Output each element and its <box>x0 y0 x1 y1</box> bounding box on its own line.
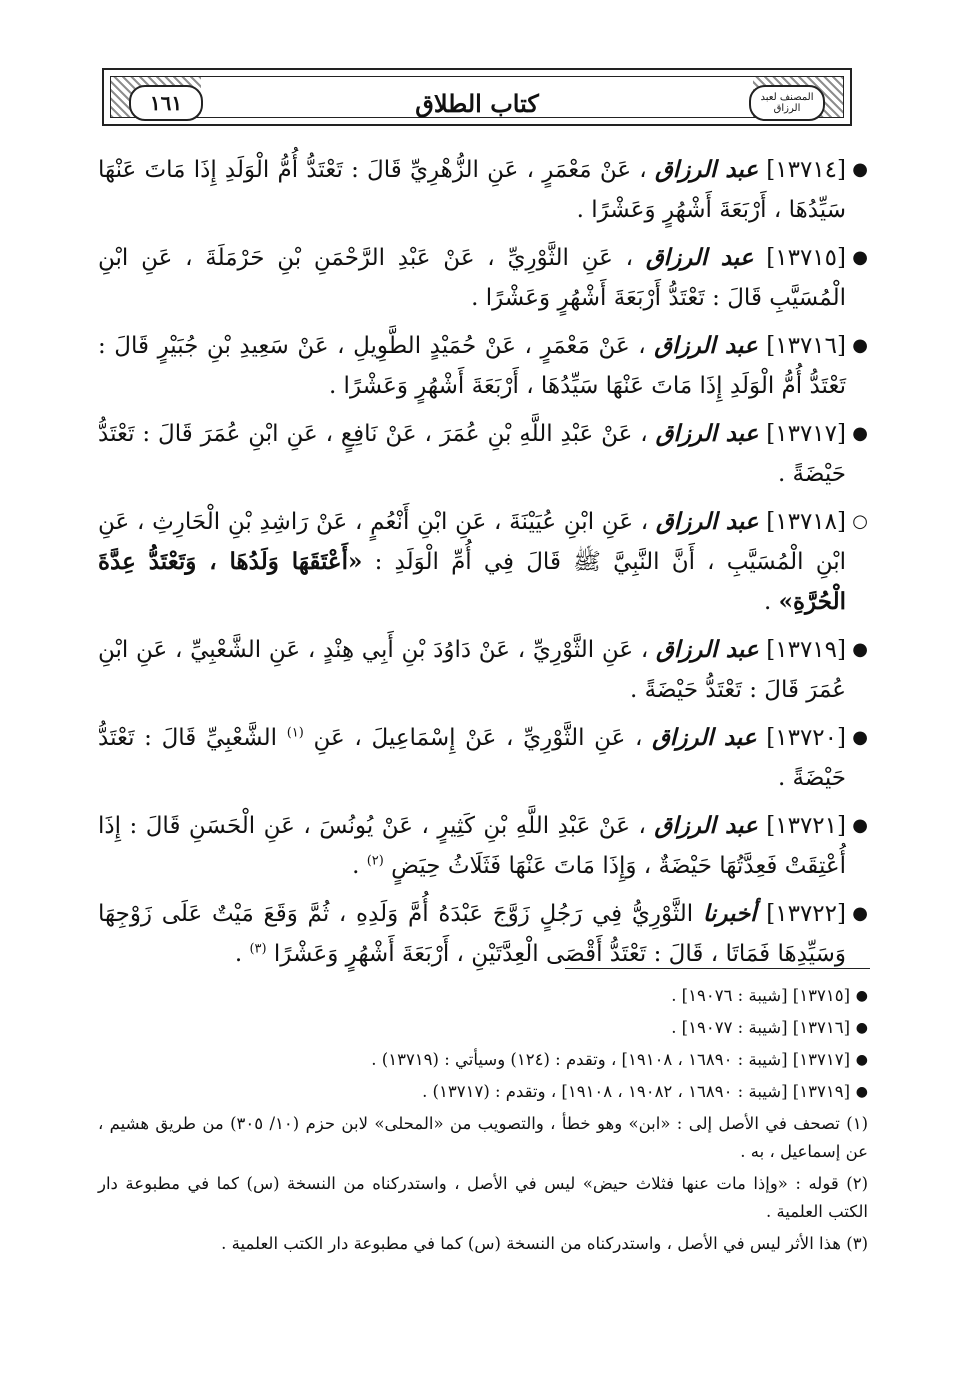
footnote-number: (٢) <box>846 1174 868 1193</box>
entry-13720 <box>98 718 868 798</box>
source-note-text: [١٣٧١٧] [شيبة : ١٦٨٩٠ ، ١٩١٠٨] ، وتقدم : (١٢٤) وسيأتي : (١٣٧١٩) . <box>371 1050 850 1069</box>
bullet-icon: ● <box>852 639 868 660</box>
entry-13718 <box>98 502 868 622</box>
entry-number: [١٣٧٢١] <box>766 813 846 839</box>
footnote-number: (١) <box>846 1114 868 1133</box>
entry-number: [١٣٧١٦] <box>766 333 846 359</box>
entry-text: ، عَنِ الثَّوْرِيِّ ، عَنْ عَبْدِ الرَّحْمَنِ بْنِ حَرْمَلَةَ ، عَنِ ابْنِ الْمُسَيَّبِ قَالَ : تَعْتَدُّ أَرْبَعَةَ أَشْهُرٍ وَعَشْرًا . <box>98 245 846 311</box>
source-note <box>98 1014 868 1042</box>
book-logo: المصنف لعبد الرزاق <box>749 85 825 121</box>
entry-13717 <box>98 414 868 494</box>
source-note <box>98 982 868 1010</box>
footnote-divider <box>565 968 870 969</box>
entry-number: [١٣٧١٩] <box>766 637 847 663</box>
entry-text: ، عَنِ الثَّوْرِيِّ ، عَنْ إِسْمَاعِيلَ ، عَنِ <box>313 725 643 751</box>
footnote-text: تصحف في الأصل إلى : «ابن» وهو خطأ ، والتصويب من «المحلى» لابن حزم (١٠/ ٣٠٥) من طريق هشيم ، عن إسماعيل ، به . <box>98 1114 868 1161</box>
bullet-icon: ● <box>852 423 868 444</box>
bullet-icon: ● <box>852 247 868 268</box>
entry-13721 <box>98 806 868 886</box>
bullet-icon: ● <box>855 1020 868 1036</box>
entry-text: الثَّوْرِيُّ فِي رَجُلٍ زَوَّجَ عَبْدَهُ أُمَّ وَلَدِهِ ، ثُمَّ وَقَعَ مَيْتٌ عَلَى زَوْجِهَا وَسَيِّدِهَا فَمَاتَا ، قَالَ : تَعْتَدُّ أَقْصَى الْعِدَّتَيْنِ ، أَرْبَعَةَ أَشْهُرٍ وَعَشْرًا <box>98 901 846 967</box>
header-frame <box>110 76 844 118</box>
hollow-bullet-icon: ○ <box>852 511 868 532</box>
page-number: ١٦١ <box>129 85 203 121</box>
bullet-icon: ● <box>852 903 868 924</box>
bullet-icon: ● <box>852 727 868 748</box>
entry-number: [١٣٧١٧] <box>766 421 847 447</box>
bullet-icon: ● <box>855 1084 868 1100</box>
footnote-ref[interactable]: (٣) <box>249 941 267 957</box>
hadith-quote: «أَعْتَقَهَا وَلَدُهَا ، وَتَعْتَدُّ عِدَّةَ الْحُرَّةِ» <box>98 548 846 615</box>
main-text <box>98 150 868 982</box>
entry-13716 <box>98 326 868 406</box>
source-note <box>98 1078 868 1106</box>
entry-number: [١٣٧٢٠] <box>766 725 846 751</box>
entry-number: [١٣٧١٤] <box>766 157 847 183</box>
footnote-1 <box>98 1110 868 1166</box>
entry-text: ، عَنْ مَعْمَرٍ ، عَنْ حُمَيْدٍ الطَّوِيلِ ، عَنْ سَعِيدِ بْنِ جُبَيْرٍ قَالَ : تَعْتَدُّ أُمُّ الْوَلَدِ إِذَا مَاتَ عَنْهَا سَيِّدُهَا ، أَرْبَعَةَ أَشْهُرٍ وَعَشْرًا . <box>98 333 846 399</box>
entry-source: عبد الرزاق <box>645 244 754 271</box>
entry-source: عبد الرزاق <box>655 420 759 447</box>
entry-text-continued: . <box>352 853 360 879</box>
entry-source: أخبرنا <box>702 900 757 927</box>
entry-source: عبد الرزاق <box>654 332 758 359</box>
entry-13719 <box>98 630 868 710</box>
entry-text: ، عَنْ مَعْمَرٍ ، عَنِ الزُّهْرِيِّ قَالَ : تَعْتَدُّ أُمُّ الْوَلَدِ إِذَا مَاتَ عَنْهَا سَيِّدُهَا ، أَرْبَعَةَ أَشْهُرٍ وَعَشْرًا . <box>98 157 846 223</box>
entry-tail: . <box>764 589 772 615</box>
entry-text: ، عَنِ ابْنِ عُيَيْنَةَ ، عَنِ ابْنِ أَنْعُمٍ ، عَنْ رَاشِدِ بْنِ الْحَارِثِ ، عَنِ ابْنِ الْمُسَيَّبِ ، أَنَّ النَّبِيَّ ﷺ قَالَ فِي أُمِّ الْوَلَدِ : <box>98 509 846 575</box>
entry-text: ، عَنْ عَبْدِ اللَّهِ بْنِ كَثِيرٍ ، عَنْ يُونُسَ ، عَنِ الْحَسَنِ قَالَ : إِذَا أُعْتِقَتْ فَعِدَّتُهَا حَيْضَةٌ ، وَإِذَا مَاتَ عَنْهَا فَثَلَاثُ حِيَضٍ <box>98 813 846 879</box>
entry-text: ، عَنِ الثَّوْرِيِّ ، عَنْ دَاوُدَ بْنِ أَبِي هِنْدٍ ، عَنِ الشَّعْبِيِّ ، عَنِ ابْنِ عُمَرَ قَالَ : تَعْتَدُّ حَيْضَةً . <box>98 637 846 703</box>
entry-13714 <box>98 150 868 230</box>
footnote-text: قوله : «وإذا مات عنها فثلاث حيض» ليس في الأصل ، واستدركناه من النسخة (س) كما في مطبوعة دار الكتب العلمية . <box>98 1174 868 1221</box>
bullet-icon: ● <box>852 335 868 356</box>
entry-number: [١٣٧١٨] <box>766 509 846 535</box>
entry-number: [١٣٧٢٢] <box>766 901 847 927</box>
entry-source: عبد الرزاق <box>654 812 758 839</box>
entry-source: عبد الرزاق <box>655 508 759 535</box>
footnote-ref[interactable]: (٢) <box>366 853 384 869</box>
bullet-icon: ● <box>855 1052 868 1068</box>
entry-source: عبد الرزاق <box>655 636 759 663</box>
footnote-3 <box>98 1230 868 1258</box>
page-header <box>102 68 852 126</box>
entry-number: [١٣٧١٥] <box>766 245 846 271</box>
footnotes-section <box>98 982 868 1262</box>
source-note-text: [١٣٧١٩] [شيبة : ١٦٨٩٠ ، ١٩٠٨٢ ، ١٩١٠٨] ، وتقدم : (١٣٧١٧) . <box>422 1082 850 1101</box>
entry-13722 <box>98 894 868 974</box>
bullet-icon: ● <box>852 159 868 180</box>
source-note-text: [١٣٧١٦] [شيبة : ١٩٠٧٧] . <box>671 1018 850 1037</box>
footnote-number: (٣) <box>846 1234 868 1253</box>
book-title: كتاب الطلاق <box>415 88 539 118</box>
source-note <box>98 1046 868 1074</box>
source-note-text: [١٣٧١٥] [شيبة : ١٩٠٧٦] . <box>671 986 850 1005</box>
footnote-2 <box>98 1170 868 1226</box>
footnote-ref[interactable]: (١) <box>286 725 304 741</box>
entry-text-continued: . <box>234 941 243 967</box>
entry-13715 <box>98 238 868 318</box>
bullet-icon: ● <box>852 815 868 836</box>
footnote-text: هذا الأثر ليس في الأصل ، واستدركناه من النسخة (س) كما في مطبوعة دار الكتب العلمية . <box>221 1234 841 1253</box>
entry-source: عبد الرزاق <box>652 724 757 751</box>
entry-text: ، عَنْ عَبْدِ اللَّهِ بْنِ عُمَرَ ، عَنْ نَافِعٍ ، عَنِ ابْنِ عُمَرَ قَالَ : تَعْتَدُّ حَيْضَةً . <box>98 421 846 487</box>
entry-source: عبد الرزاق <box>654 156 759 183</box>
entry-text-continued: الشَّعْبِيِّ قَالَ : تَعْتَدُّ حَيْضَةً . <box>98 725 846 791</box>
bullet-icon: ● <box>855 988 868 1004</box>
